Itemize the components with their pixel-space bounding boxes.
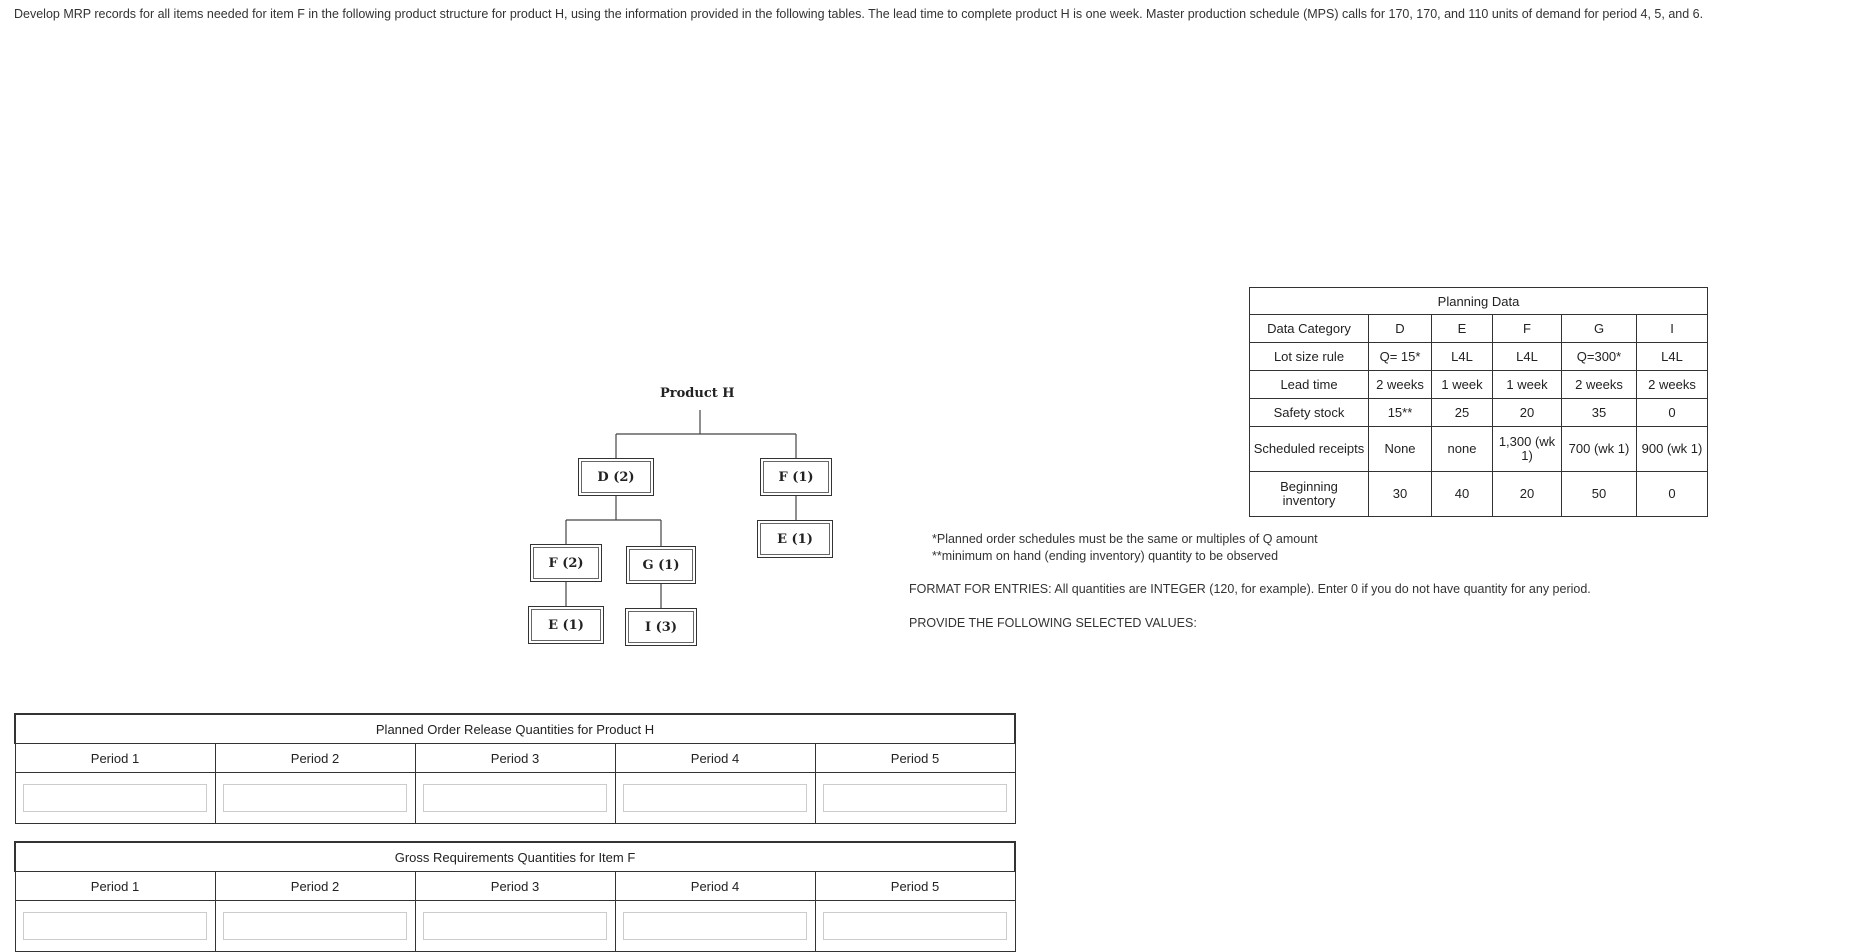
planning-cell: 900 (wk 1)	[1637, 427, 1708, 472]
planning-cell: 2 weeks	[1562, 371, 1637, 399]
planning-cell: 30	[1369, 472, 1432, 517]
gross-requirements-table	[14, 841, 1016, 952]
period-header: Period 5	[815, 872, 1015, 901]
answer-cell	[815, 773, 1015, 824]
answer-cell	[215, 773, 415, 824]
planning-cell: 2 weeks	[1637, 371, 1708, 399]
period-header: Period 3	[415, 872, 615, 901]
node-e-top: E (1)	[757, 520, 833, 558]
por-h-period-5-input[interactable]	[823, 784, 1007, 812]
planning-cell: 0	[1637, 399, 1708, 427]
note-q-amount: *Planned order schedules must be the same or multiples of Q amount	[932, 532, 1318, 546]
provide-values-label: PROVIDE THE FOLLOWING SELECTED VALUES:	[909, 616, 1197, 630]
node-e-sub: E (1)	[528, 606, 604, 644]
period-header: Period 5	[815, 744, 1015, 773]
planning-cell: 25	[1432, 399, 1493, 427]
answer-cell	[215, 901, 415, 952]
planning-header: D	[1369, 315, 1432, 343]
por-h-period-3-input[interactable]	[423, 784, 607, 812]
period-header: Period 2	[215, 872, 415, 901]
planning-row	[1250, 343, 1708, 371]
gr-f-period-4-input[interactable]	[623, 912, 807, 940]
planning-cell: 700 (wk 1)	[1562, 427, 1637, 472]
node-i-sub: I (3)	[625, 608, 697, 646]
por-h-period-1-input[interactable]	[23, 784, 207, 812]
planning-row	[1250, 427, 1708, 472]
period-header: Period 3	[415, 744, 615, 773]
gr-f-period-1-input[interactable]	[23, 912, 207, 940]
planning-cell: Lot size rule	[1250, 343, 1369, 371]
por-h-period-2-input[interactable]	[223, 784, 407, 812]
planning-cell: Safety stock	[1250, 399, 1369, 427]
period-header: Period 4	[615, 744, 815, 773]
planning-row	[1250, 399, 1708, 427]
planning-cell: L4L	[1432, 343, 1493, 371]
answer-cell	[815, 901, 1015, 952]
node-f-sub: F (2)	[530, 544, 602, 582]
planning-cell: 1 week	[1493, 371, 1562, 399]
planning-cell: Lead time	[1250, 371, 1369, 399]
planning-cell: None	[1369, 427, 1432, 472]
por-h-period-4-input[interactable]	[623, 784, 807, 812]
answer-cell	[415, 773, 615, 824]
table1-title: Planned Order Release Quantities for Product H	[15, 714, 1015, 744]
planning-cell: 40	[1432, 472, 1493, 517]
planning-cell: Beginning inventory	[1250, 472, 1369, 517]
planning-cell: Scheduled receipts	[1250, 427, 1369, 472]
planning-cell: Q= 15*	[1369, 343, 1432, 371]
period-header: Period 1	[15, 744, 215, 773]
planning-cell: 50	[1562, 472, 1637, 517]
product-h-label: Product H	[660, 386, 735, 401]
node-f-top: F (1)	[760, 458, 832, 496]
planning-cell: 2 weeks	[1369, 371, 1432, 399]
planning-title: Planning Data	[1250, 288, 1708, 315]
answer-cell	[615, 901, 815, 952]
planning-header: G	[1562, 315, 1637, 343]
period-header: Period 4	[615, 872, 815, 901]
planning-cell: 35	[1562, 399, 1637, 427]
planned-order-release-table	[14, 713, 1016, 824]
planning-data-table	[1249, 287, 1708, 517]
planning-cell: 20	[1493, 399, 1562, 427]
table2-title: Gross Requirements Quantities for Item F	[15, 842, 1015, 872]
note-min-on-hand: **minimum on hand (ending inventory) quantity to be observed	[932, 549, 1279, 563]
planning-cell: L4L	[1493, 343, 1562, 371]
gr-f-period-5-input[interactable]	[823, 912, 1007, 940]
planning-cell: 20	[1493, 472, 1562, 517]
gr-f-period-2-input[interactable]	[223, 912, 407, 940]
answer-cell	[615, 773, 815, 824]
planning-header: Data Category	[1250, 315, 1369, 343]
node-g-sub: G (1)	[626, 546, 696, 584]
planning-cell: 15**	[1369, 399, 1432, 427]
node-d: D (2)	[578, 458, 654, 496]
planning-cell: 0	[1637, 472, 1708, 517]
period-header: Period 2	[215, 744, 415, 773]
period-header: Period 1	[15, 872, 215, 901]
planning-cell: 1,300 (wk 1)	[1493, 427, 1562, 472]
planning-cell: none	[1432, 427, 1493, 472]
planning-cell: 1 week	[1432, 371, 1493, 399]
planning-row	[1250, 472, 1708, 517]
planning-row	[1250, 371, 1708, 399]
gr-f-period-3-input[interactable]	[423, 912, 607, 940]
format-instructions: FORMAT FOR ENTRIES: All quantities are INTEGER (120, for example). Enter 0 if you do not have quantity for any period.	[909, 582, 1591, 596]
planning-header: I	[1637, 315, 1708, 343]
planning-header: E	[1432, 315, 1493, 343]
planning-header: F	[1493, 315, 1562, 343]
planning-cell: Q=300*	[1562, 343, 1637, 371]
answer-cell	[15, 773, 215, 824]
question-text: Develop MRP records for all items needed for item F in the following product structure for product H, using the information provided in the following tables. The lead time to complete product H is one week. Master production schedule (MPS) calls for 170, 170, and 110 units of demand for period 4, 5, and 6.	[14, 7, 1704, 21]
answer-cell	[15, 901, 215, 952]
planning-cell: L4L	[1637, 343, 1708, 371]
answer-cell	[415, 901, 615, 952]
